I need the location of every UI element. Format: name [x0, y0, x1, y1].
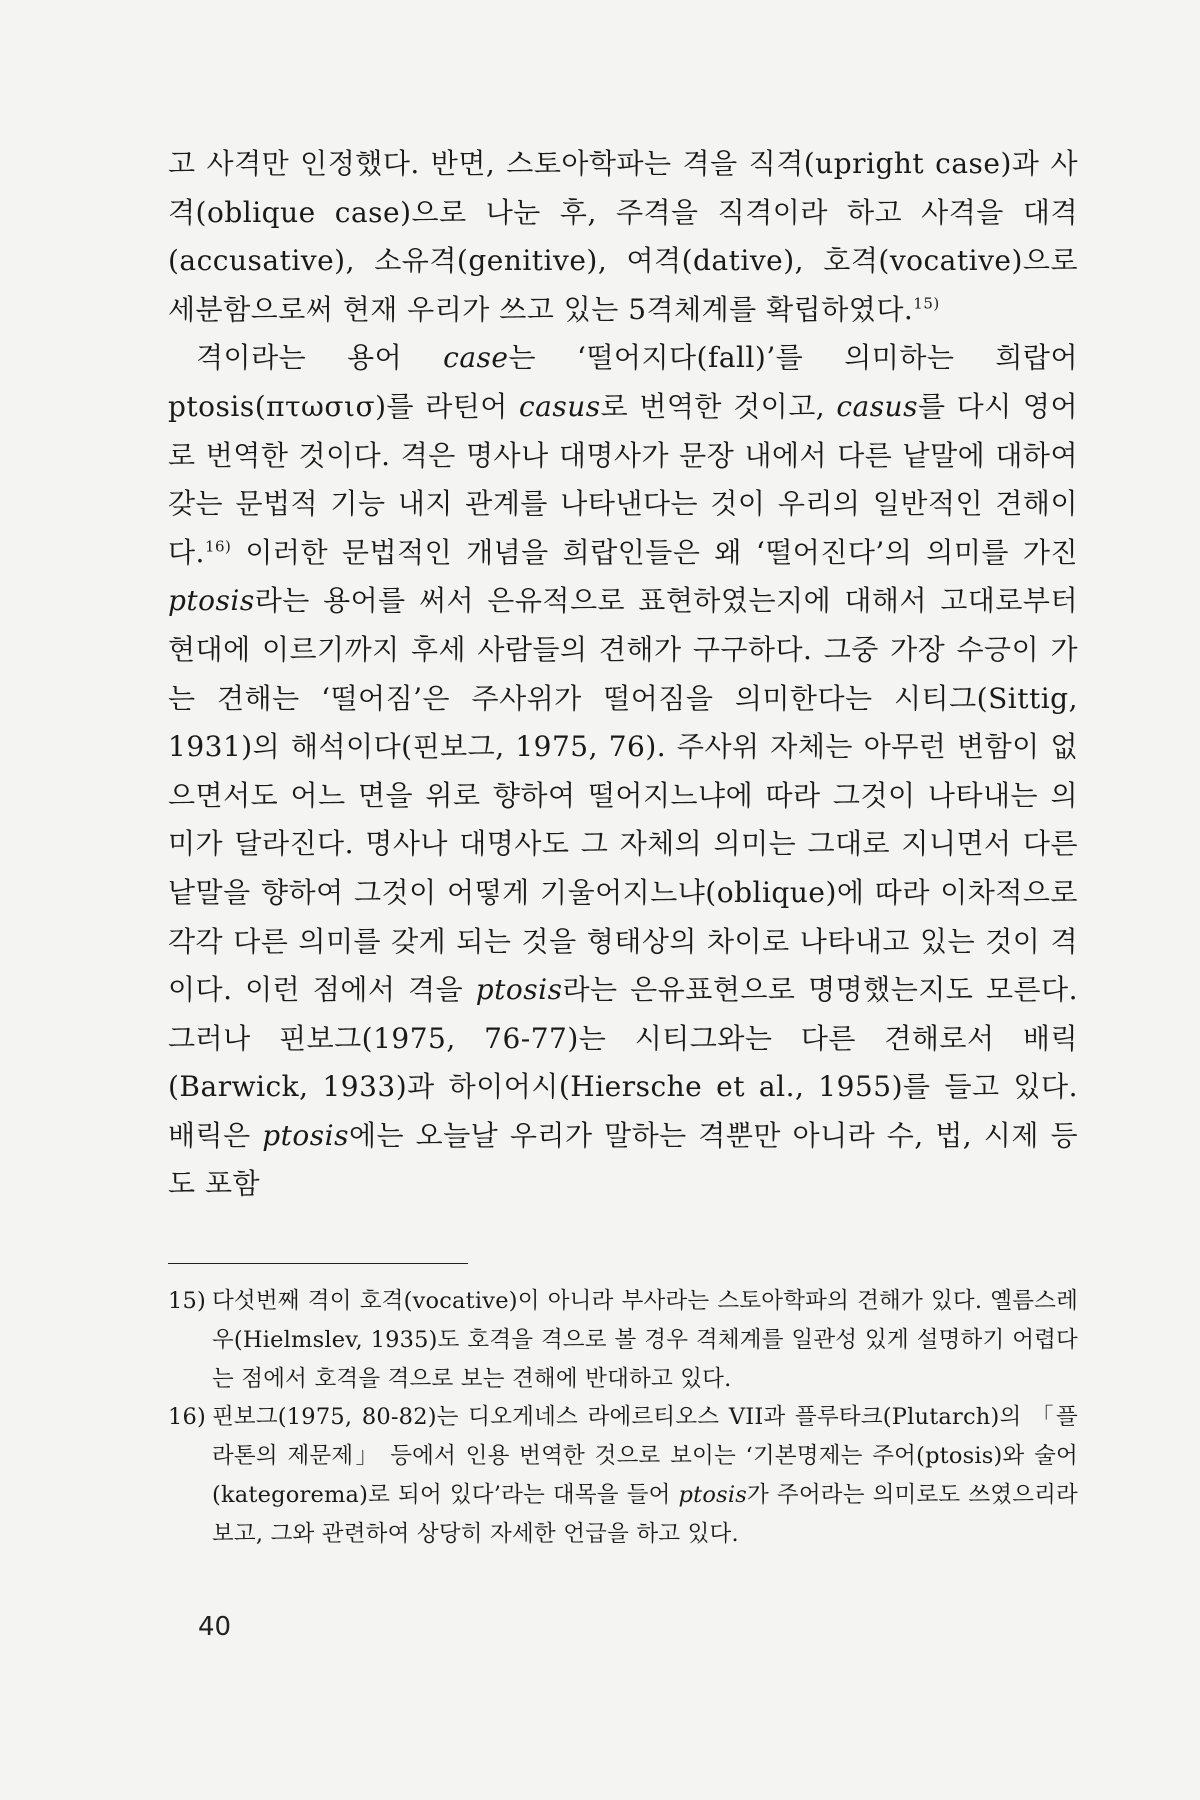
footnote [168, 1282, 1078, 1398]
text-run: 이러한 문법적인 개념을 희랍인들은 왜 ‘떨어진다’의 의미를 가진 [231, 535, 1078, 569]
text-run: 는 ‘떨어지다(fall)’를 의미하는 희랍어 ptosis(πτωσισ)를 라틴어 [168, 341, 1078, 423]
italic-term: ptosis [262, 1118, 349, 1152]
footnote-number: 16) [168, 1404, 207, 1431]
text-run: 에는 오늘날 우리가 말하는 격뿐만 아니라 수, 법, 시제 등도 포함 [168, 1118, 1079, 1201]
italic-term: ptosis [678, 1481, 748, 1508]
footnote-reference: 16) [204, 537, 232, 556]
body-text [168, 140, 1078, 1209]
italic-term: casus [518, 389, 601, 423]
footnote [168, 1398, 1078, 1553]
italic-term: ptosis [168, 584, 255, 618]
italic-term: ptosis [475, 973, 563, 1007]
page-number: 40 [198, 1612, 232, 1642]
text-run: 가 주어라는 의미로도 쓰였으리라 보고, 그와 관련하여 상당히 자세한 언급을 하고 있다. [212, 1481, 1078, 1547]
footnote-text [212, 1398, 1078, 1553]
footnote-reference: 15) [913, 294, 940, 313]
footnotes [168, 1282, 1078, 1554]
footnote-number: 15) [168, 1288, 207, 1314]
footnote-text [212, 1282, 1078, 1398]
italic-term: casus [836, 389, 918, 423]
paragraph [168, 140, 1078, 334]
text-run: 고 사격만 인정했다. 반면, 스토아학파는 격을 직격(upright case)과 사격(oblique case)으로 나눈 후, 주격을 직격이라 하고 사격을 대격(accusative), 소유격(genitive), 여격(dative), 호격(vocative)으로 세분함으로써 현재 우리가 쓰고 있는 5격체계를 확립하였다. [168, 147, 1078, 326]
footnote-divider [168, 1263, 468, 1264]
text-run: 다섯번째 격이 호격(vocative)이 아니라 부사라는 스토아학파의 견해가 있다. 옐름스레우(Hielmslev, 1935)도 호격을 격으로 볼 경우 격체계를 일관성 있게 설명하기 어렵다는 점에서 호격을 격으로 보는 견해에 반대하고 있다. [212, 1288, 1078, 1392]
text-run: 를 다시 영어로 번역한 것이다. 격은 명사나 대명사가 문장 내에서 다른 낱말에 대하여 갖는 문법적 기능 내지 관계를 나타낸다는 것이 우리의 일반적인 견해이다. [168, 389, 1078, 569]
text-run: 핀보그(1975, 80-82)는 디오게네스 라에르티오스 VII과 플루타크(Plutarch)의 「플라톤의 제문제」 등에서 인용 번역한 것으로 보이는 ‘기본명제는 주어(ptosis)와 술어(kategorema)로 되어 있다’라는 대목을 들어 [212, 1404, 1078, 1508]
text-run: 라는 은유표현으로 명명했는지도 모른다. 그러나 핀보그(1975, 76-77)는 시티그와는 다른 견해로서 배릭(Barwick, 1933)과 하이어시(Hiersche et al., 1955)를 들고 있다. 배릭은 [168, 973, 1079, 1152]
text-run: 라는 용어를 써서 은유적으로 표현하였는지에 대해서 고대로부터 현대에 이르기까지 후세 사람들의 견해가 구구하다. 그중 가장 수긍이 가는 견해는 ‘떨어짐’은 주사위가 떨어짐을 의미한다는 시티그(Sittig, 1931)의 해석이다(핀보그, 1975, 76). 주사위 자체는 아무런 변함이 없으면서도 어느 면을 위로 향하여 떨어지느냐에 따라 그것이 나타내는 의미가 달라진다. 명사나 대명사도 그 자체의 의미는 그대로 지니면서 다른 낱말을 향하여 그것이 어떻게 기울어지느냐(oblique)에 따라 이차적으로 각각 다른 의미를 갖게 되는 것을 형태상의 차이로 나타내고 있는 것이 격이다. 이런 점에서 격을 [168, 584, 1078, 1007]
italic-term: case [443, 341, 509, 375]
text-run: 로 번역한 것이고, [600, 389, 837, 423]
paragraph [168, 334, 1078, 1209]
text-run: 격이라는 용어 [196, 341, 444, 375]
